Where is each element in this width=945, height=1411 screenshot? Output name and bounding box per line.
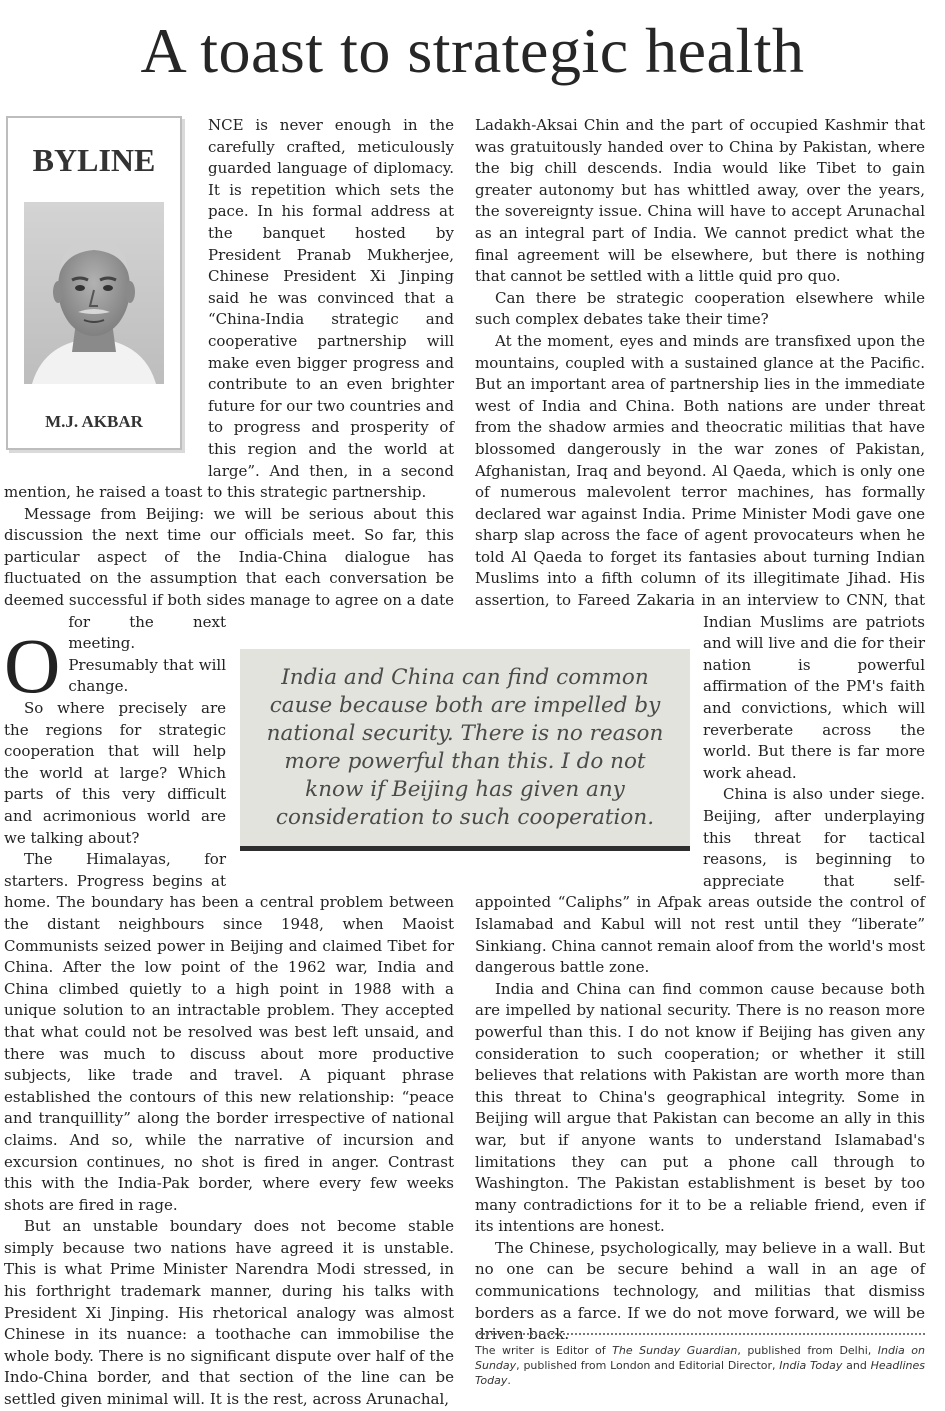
byline-label: BYLINE [32,142,156,178]
author-name: M.J. AKBAR [45,412,143,431]
article-paragraph-7: Can there be strategic cooperation elsewhere while such complex debates take their time? [475,288,925,329]
article-paragraph-2: Message from Beijing: we will be serious about this discussion the next time our officials meet. So far, this particular aspect of the India-China dialogue has fluctuated on the assumption that each conversation be deemed successful if both sides manage to agree on a date for the next meeting. Presumably that will change. [4,504,454,696]
drop-cap: O [4,622,61,709]
pullquote [240,649,690,851]
byline-space [4,115,208,467]
article-paragraph-6: Ladakh-Aksai Chin and the part of occupied Kashmir that was gratuitously handed over to China by Pakistan, where the big chill descends. India would like Tibet to gain greater autonomy but has whittled away, over the years, the sovereignty issue. China will have to accept Arunachal as an integral part of India. We cannot predict what the final agreement will be elsewhere, but there is nothing that cannot be settled with a little quid pro quo. [475,116,925,286]
author-note: The writer is Editor of The Sunday Guardian, published from Delhi, India on Sunday, published from London and Editorial Director, India Today and Headlines Today. [475,1344,925,1387]
article-paragraph-8: At the moment, eyes and minds are transfixed upon the mountains, coupled with a sustained glance at the Pacific. But an important area of partnership lies in the immediate west of India and China. Both nations are under threat from the shadow armies and theocratic militias that have blossomed dangerously in the war zones of Pakistan, Afghanistan, Iraq and beyond. Al Qaeda, which is only one of numerous malevolent terror machines, has formally declared war against India. Prime Minister Modi gave one sharp slap across the face of agent provocateurs when he told Al Qaeda to forget its fantasies about turning Indian Muslims into a fifth column of its illegitimate Jihad. His assertion, to Fareed Zakaria in an interview to CNN, that Indian Muslims are patriots and will live and die for their nation is powerful affirmation of the PM's faith and convictions, which will reverberate across the world. But there is far more work ahead. [475,331,925,782]
article-paragraph-11: The Chinese, psychologically, may believe in a wall. But no one can be secure behind a wall in an age of communications technology, and militias that dismiss borders as a farce. If we do not move forward, we will be driven back. [475,1238,925,1344]
article-paragraph-10: India and China can find common cause because both are impelled by national security. There is no reason more powerful than this. I do not know if Beijing has given any consideration to such cooperation; or whether it still believes that relations with Pakistan are worth more than this threat to China's geographical integrity. Some in Beijing will argue that Pakistan can become an ally in this war, but if anyone wants to understand Islamabad's limitations they can put a phone call through to Washington. The Pakistan establishment is beset by too many contradictions for it to be a reliable friend, even if its intentions are honest. [475,979,925,1236]
article-paragraph-9: China is also under siege. Beijing, after underplaying this threat for tactical reasons, is beginning to appreciate that self-appointed “Caliphs” in Afpak areas outside the control of Islamabad and Kabul will not rest until they “liberate” Sinkiang. China cannot remain aloof from the world's most dangerous battle zone. [475,785,925,977]
article-paragraph-5: But an unstable boundary does not become stable simply because two nations have agreed it is unstable. This is what Prime Minister Narendra Modi stressed, in his forthright trademark manner, during his talks with President Xi Jinping. His rhetorical analogy was almost Chinese in its nuance: a toothache can immobilise the whole body. There is no significant dispute over half of the Indo-China border, and that section of the line can be settled given minimal will. It is the rest, across Arunachal, [4,1217,454,1409]
article-paragraph-4: The Himalayas, for starters. Progress begins at home. The boundary has been a central problem between the distant neighbours since 1948, when Maoist Communists seized power in Beijing and claimed Tibet for China. After the low point of the 1962 war, India and China climbed quietly to a high point in 1988 with a unique solution to an intractable problem. They accepted that what could not be resolved was best left unsaid, and there was much to discuss about more productive subjects, like trade and travel. A piquant phrase established the contours of this new relationship: “peace and tranquillity” along the border irrespective of national claims. And so, while the narrative of incursion and excursion continues, no shot is fired in anger. Contrast this with the India-Pak border, where every few weeks shots are fired in rage. [4,850,454,1214]
pullquote-text: India and China can find common cause because both are impelled by national security. There is no reason more powerful than this. I do not know if Beijing has given any consideration to such cooperation. [266,664,664,830]
headline: A toast to strategic health [140,15,805,86]
article-paragraph-3: So where precisely are the regions for strategic cooperation that will help the world at large? Which parts of this very difficult and acrimonious world are we talking about? [4,699,226,847]
article-paragraph-1: O NCE is never enough in the carefully crafted, meticulously guarded language of diplomacy. It is repetition which sets the pace. In his formal address at the banquet hosted by President Pranab Mukherjee, Chinese President Xi Jinping said he was convinced that a “China-India strategic and cooperative partnership will make even bigger progress and contribute to an even brighter future for our two countries and to progress and prosperity of this region and the world at large”. And then, in a second mention, he raised a toast to this strategic partnership. [4,116,454,709]
footnote-divider [475,1333,925,1335]
